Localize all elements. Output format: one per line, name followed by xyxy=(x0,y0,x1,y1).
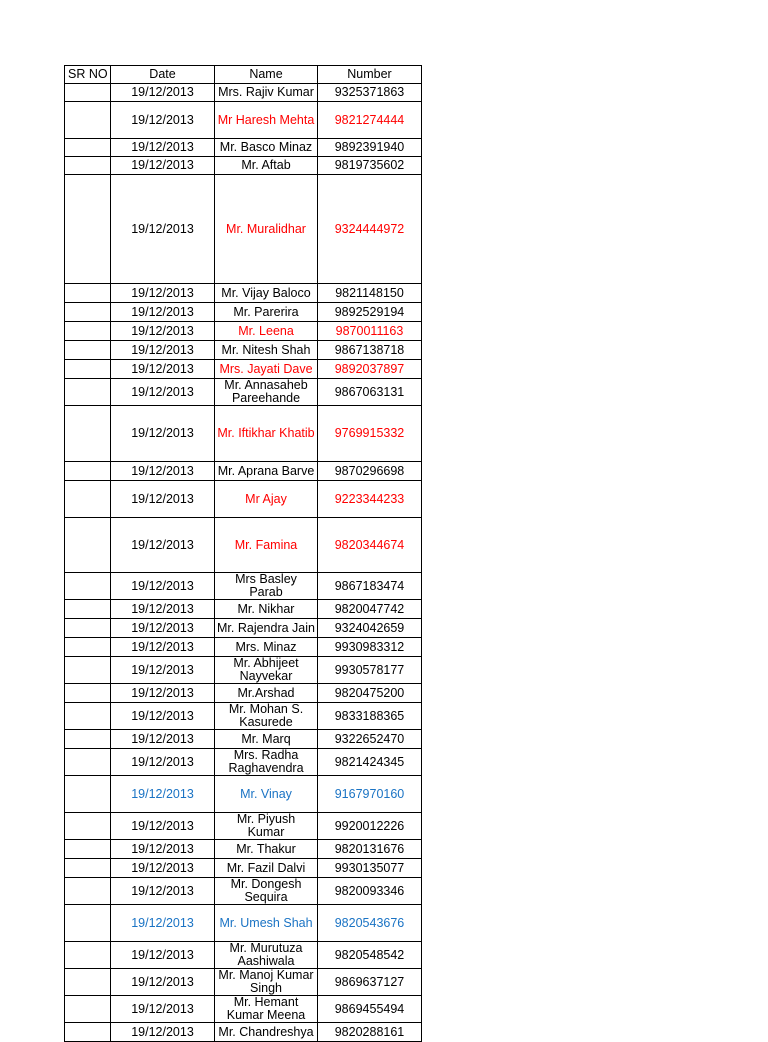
name-cell: Mr. Hemant Kumar Meena xyxy=(215,996,318,1023)
sr-no-cell xyxy=(65,341,111,360)
name-cell: Mr. Mohan S. Kasurede xyxy=(215,703,318,730)
sr-no-cell xyxy=(65,573,111,600)
table-row xyxy=(65,905,422,942)
name-cell: Mr. Piyush Kumar xyxy=(215,813,318,840)
name-cell: Mr Ajay xyxy=(215,481,318,518)
date-cell: 19/12/2013 xyxy=(111,341,215,360)
table-row xyxy=(65,996,422,1023)
sr-no-cell xyxy=(65,462,111,481)
sr-no-cell xyxy=(65,749,111,776)
number-cell: 9930135077 xyxy=(318,859,422,878)
table-row xyxy=(65,859,422,878)
number-cell: 9820543676 xyxy=(318,905,422,942)
name-cell: Mr. Leena xyxy=(215,322,318,341)
number-cell: 9322652470 xyxy=(318,730,422,749)
table-row xyxy=(65,406,422,462)
sr-no-cell xyxy=(65,406,111,462)
date-cell: 19/12/2013 xyxy=(111,942,215,969)
table-row xyxy=(65,139,422,157)
table-row xyxy=(65,684,422,703)
header-date: Date xyxy=(111,66,215,84)
table-body xyxy=(65,84,422,1042)
name-cell: Mr. Muralidhar xyxy=(215,175,318,284)
table-row xyxy=(65,703,422,730)
sr-no-cell xyxy=(65,360,111,379)
header-name: Name xyxy=(215,66,318,84)
table-row xyxy=(65,481,422,518)
number-cell: 9769915332 xyxy=(318,406,422,462)
sr-no-cell xyxy=(65,638,111,657)
number-cell: 9820288161 xyxy=(318,1023,422,1042)
table-row xyxy=(65,1023,422,1042)
date-cell: 19/12/2013 xyxy=(111,303,215,322)
sr-no-cell xyxy=(65,996,111,1023)
number-cell: 9820047742 xyxy=(318,600,422,619)
sr-no-cell xyxy=(65,813,111,840)
number-cell: 9870011163 xyxy=(318,322,422,341)
name-cell: Mr. Vijay Baloco xyxy=(215,284,318,303)
date-cell: 19/12/2013 xyxy=(111,684,215,703)
date-cell: 19/12/2013 xyxy=(111,139,215,157)
name-cell: Mr. Umesh Shah xyxy=(215,905,318,942)
name-cell: Mrs Basley Parab xyxy=(215,573,318,600)
date-cell: 19/12/2013 xyxy=(111,379,215,406)
table-row xyxy=(65,573,422,600)
table-row xyxy=(65,840,422,859)
date-cell: 19/12/2013 xyxy=(111,1023,215,1042)
date-cell: 19/12/2013 xyxy=(111,776,215,813)
number-cell: 9167970160 xyxy=(318,776,422,813)
table-row xyxy=(65,813,422,840)
table-row xyxy=(65,284,422,303)
table-row xyxy=(65,878,422,905)
date-cell: 19/12/2013 xyxy=(111,878,215,905)
table-row xyxy=(65,969,422,996)
date-cell: 19/12/2013 xyxy=(111,157,215,175)
number-cell: 9870296698 xyxy=(318,462,422,481)
name-cell: Mr. Annasaheb Pareehande xyxy=(215,379,318,406)
table-row xyxy=(65,749,422,776)
date-cell: 19/12/2013 xyxy=(111,102,215,139)
date-cell: 19/12/2013 xyxy=(111,322,215,341)
table-row xyxy=(65,462,422,481)
table-row xyxy=(65,322,422,341)
contacts-table xyxy=(64,65,422,1042)
date-cell: 19/12/2013 xyxy=(111,481,215,518)
number-cell: 9821274444 xyxy=(318,102,422,139)
date-cell: 19/12/2013 xyxy=(111,657,215,684)
header-sr-no: SR NO xyxy=(65,66,111,84)
sr-no-cell xyxy=(65,878,111,905)
date-cell: 19/12/2013 xyxy=(111,703,215,730)
name-cell: Mr. Basco Minaz xyxy=(215,139,318,157)
name-cell: Mr. Thakur xyxy=(215,840,318,859)
date-cell: 19/12/2013 xyxy=(111,573,215,600)
number-cell: 9820548542 xyxy=(318,942,422,969)
sr-no-cell xyxy=(65,684,111,703)
name-cell: Mr. Murutuza Aashiwala xyxy=(215,942,318,969)
sr-no-cell xyxy=(65,840,111,859)
sr-no-cell xyxy=(65,776,111,813)
table-row xyxy=(65,175,422,284)
number-cell: 9920012226 xyxy=(318,813,422,840)
sr-no-cell xyxy=(65,284,111,303)
name-cell: Mr Haresh Mehta xyxy=(215,102,318,139)
sr-no-cell xyxy=(65,1023,111,1042)
name-cell: Mr. Abhijeet Nayvekar xyxy=(215,657,318,684)
number-cell: 9223344233 xyxy=(318,481,422,518)
name-cell: Mr. Fazil Dalvi xyxy=(215,859,318,878)
number-cell: 9324042659 xyxy=(318,619,422,638)
number-cell: 9325371863 xyxy=(318,84,422,102)
sr-no-cell xyxy=(65,657,111,684)
sr-no-cell xyxy=(65,102,111,139)
sr-no-cell xyxy=(65,157,111,175)
header-row xyxy=(65,66,422,84)
name-cell: Mr. Nikhar xyxy=(215,600,318,619)
sr-no-cell xyxy=(65,175,111,284)
date-cell: 19/12/2013 xyxy=(111,905,215,942)
header-number: Number xyxy=(318,66,422,84)
date-cell: 19/12/2013 xyxy=(111,600,215,619)
date-cell: 19/12/2013 xyxy=(111,813,215,840)
table-row xyxy=(65,360,422,379)
table-row xyxy=(65,379,422,406)
table-row xyxy=(65,776,422,813)
date-cell: 19/12/2013 xyxy=(111,462,215,481)
number-cell: 9869455494 xyxy=(318,996,422,1023)
name-cell: Mr. Manoj Kumar Singh xyxy=(215,969,318,996)
date-cell: 19/12/2013 xyxy=(111,840,215,859)
table-row xyxy=(65,600,422,619)
table-row xyxy=(65,619,422,638)
date-cell: 19/12/2013 xyxy=(111,638,215,657)
table-row xyxy=(65,84,422,102)
number-cell: 9820131676 xyxy=(318,840,422,859)
sr-no-cell xyxy=(65,619,111,638)
name-cell: Mrs. Jayati Dave xyxy=(215,360,318,379)
name-cell: Mr. Nitesh Shah xyxy=(215,341,318,360)
number-cell: 9324444972 xyxy=(318,175,422,284)
table-row xyxy=(65,341,422,360)
table-row xyxy=(65,518,422,573)
sr-no-cell xyxy=(65,379,111,406)
sr-no-cell xyxy=(65,969,111,996)
number-cell: 9892391940 xyxy=(318,139,422,157)
date-cell: 19/12/2013 xyxy=(111,749,215,776)
number-cell: 9821148150 xyxy=(318,284,422,303)
sr-no-cell xyxy=(65,703,111,730)
date-cell: 19/12/2013 xyxy=(111,360,215,379)
table-row xyxy=(65,638,422,657)
name-cell: Mr. Vinay xyxy=(215,776,318,813)
sr-no-cell xyxy=(65,730,111,749)
sr-no-cell xyxy=(65,481,111,518)
name-cell: Mr. Parerira xyxy=(215,303,318,322)
sr-no-cell xyxy=(65,518,111,573)
name-cell: Mrs. Minaz xyxy=(215,638,318,657)
date-cell: 19/12/2013 xyxy=(111,859,215,878)
number-cell: 9867063131 xyxy=(318,379,422,406)
sr-no-cell xyxy=(65,905,111,942)
name-cell: Mr. Marq xyxy=(215,730,318,749)
name-cell: Mr.Arshad xyxy=(215,684,318,703)
number-cell: 9820344674 xyxy=(318,518,422,573)
date-cell: 19/12/2013 xyxy=(111,284,215,303)
date-cell: 19/12/2013 xyxy=(111,406,215,462)
number-cell: 9820093346 xyxy=(318,878,422,905)
number-cell: 9820475200 xyxy=(318,684,422,703)
name-cell: Mrs. Rajiv Kumar xyxy=(215,84,318,102)
number-cell: 9867138718 xyxy=(318,341,422,360)
date-cell: 19/12/2013 xyxy=(111,730,215,749)
sr-no-cell xyxy=(65,322,111,341)
name-cell: Mr. Aprana Barve xyxy=(215,462,318,481)
date-cell: 19/12/2013 xyxy=(111,619,215,638)
name-cell: Mr. Aftab xyxy=(215,157,318,175)
number-cell: 9869637127 xyxy=(318,969,422,996)
table-row xyxy=(65,157,422,175)
date-cell: 19/12/2013 xyxy=(111,518,215,573)
number-cell: 9892529194 xyxy=(318,303,422,322)
number-cell: 9819735602 xyxy=(318,157,422,175)
table-row xyxy=(65,730,422,749)
name-cell: Mr. Famina xyxy=(215,518,318,573)
date-cell: 19/12/2013 xyxy=(111,84,215,102)
date-cell: 19/12/2013 xyxy=(111,996,215,1023)
name-cell: Mrs. Radha Raghavendra xyxy=(215,749,318,776)
date-cell: 19/12/2013 xyxy=(111,969,215,996)
table-row xyxy=(65,657,422,684)
name-cell: Mr. Rajendra Jain xyxy=(215,619,318,638)
sr-no-cell xyxy=(65,859,111,878)
name-cell: Mr. Dongesh Sequira xyxy=(215,878,318,905)
number-cell: 9930983312 xyxy=(318,638,422,657)
sr-no-cell xyxy=(65,84,111,102)
number-cell: 9930578177 xyxy=(318,657,422,684)
date-cell: 19/12/2013 xyxy=(111,175,215,284)
name-cell: Mr. Chandreshya xyxy=(215,1023,318,1042)
sr-no-cell xyxy=(65,139,111,157)
sr-no-cell xyxy=(65,600,111,619)
number-cell: 9867183474 xyxy=(318,573,422,600)
number-cell: 9821424345 xyxy=(318,749,422,776)
table-row xyxy=(65,942,422,969)
table-row xyxy=(65,102,422,139)
sr-no-cell xyxy=(65,303,111,322)
name-cell: Mr. Iftikhar Khatib xyxy=(215,406,318,462)
table-row xyxy=(65,303,422,322)
sr-no-cell xyxy=(65,942,111,969)
number-cell: 9892037897 xyxy=(318,360,422,379)
number-cell: 9833188365 xyxy=(318,703,422,730)
